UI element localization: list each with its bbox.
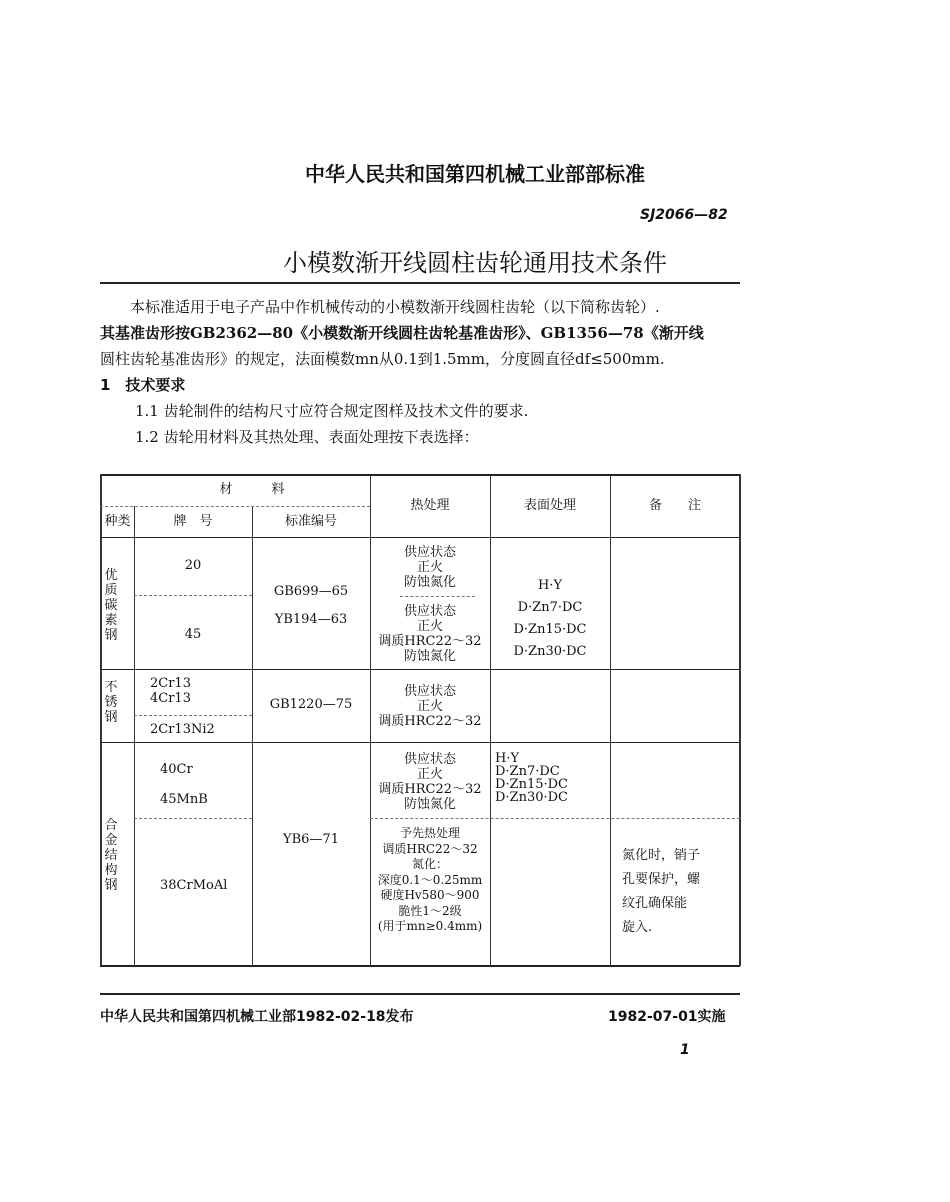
grade-38crmoal: 38CrMoAl	[160, 878, 228, 893]
intro-line-1: 本标准适用于电子产品中作机械传动的小模数渐开线圆柱齿轮（以下简称齿轮）.	[130, 298, 660, 316]
header-type: 种类	[104, 514, 131, 529]
heat-carbon-20: 供应状态 正火 防蚀氮化	[403, 545, 456, 590]
heat-stainless: 供应状态 正火 调质HRC22～32	[378, 684, 482, 729]
header-heat-treatment: 热处理	[410, 498, 450, 513]
heat-alloy-1: 供应状态 正火 调质HRC22～32 防蚀氮化	[378, 752, 482, 812]
header-material: 材 料	[219, 482, 285, 497]
remark-alloy: 氮化时，销子 孔要保护，螺 纹孔确保能 旋入.	[622, 848, 701, 935]
org-title: 中华人民共和国第四机械工业部部标准	[305, 162, 645, 186]
effective-date: 1982-07-01实施	[608, 1009, 726, 1025]
surface-carbon: H·Y D·Zn7·DC D·Zn15·DC D·Zn30·DC	[513, 578, 587, 659]
grade-2cr13ni2: 2Cr13Ni2	[150, 722, 215, 737]
intro-line-3: 圆柱齿轮基准齿形》的规定，法面模数mn从0.1到1.5mm，分度圆直径df≤500mm.	[100, 350, 665, 368]
page-number: 1	[680, 1042, 690, 1058]
header-grade: 牌 号	[173, 514, 213, 529]
clause-1-2: 1.2 齿轮用材料及其热处理、表面处理按下表选择：	[135, 428, 479, 446]
issue-date: 中华人民共和国第四机械工业部1982-02-18发布	[100, 1009, 414, 1025]
header-remarks: 备 注	[648, 498, 701, 513]
intro-line-2: 其基准齿形按GB2362—80《小模数渐开线圆柱齿轮基准齿形》、GB1356—78《渐开线	[100, 324, 704, 342]
type-alloy-steel: 合金结构钢	[104, 818, 118, 893]
section-heading: 1 技术要求	[100, 376, 186, 394]
standard-number: SJ2066—82	[640, 207, 728, 223]
clause-1-1: 1.1 齿轮制件的结构尺寸应符合规定图样及技术文件的要求.	[135, 402, 529, 420]
header-surface-treatment: 表面处理	[523, 498, 576, 513]
document-title: 小模数渐开线圆柱齿轮通用技术条件	[283, 249, 667, 277]
grade-2cr13-4cr13: 2Cr13 4Cr13	[150, 676, 191, 706]
standard-carbon: GB699—65 YB194—63	[273, 584, 349, 627]
title-rule	[100, 282, 740, 284]
grade-45: 45	[184, 627, 202, 642]
heat-carbon-45: 供应状态 正火 调质HRC22～32 防蚀氮化	[378, 604, 482, 664]
standard-alloy: YB6—71	[283, 832, 339, 847]
type-stainless-steel: 不锈钢	[104, 680, 118, 725]
footer-rule	[100, 993, 740, 995]
standard-stainless: GB1220—75	[269, 697, 353, 712]
grade-40cr-45mnb: 40Cr 45MnB	[160, 762, 208, 807]
surface-alloy: H·Y D·Zn7·DC D·Zn15·DC D·Zn30·DC	[495, 751, 569, 805]
header-standard: 标准编号	[284, 514, 337, 529]
type-carbon-steel: 优质碳素钢	[104, 568, 118, 643]
grade-20: 20	[184, 558, 202, 573]
heat-alloy-38crmoal: 予先热处理 调质HRC22～32 氮化： 深度0.1～0.25mm 硬度Hv580～900 脆性1～2级 (用于mn≥0.4mm)	[377, 826, 483, 933]
